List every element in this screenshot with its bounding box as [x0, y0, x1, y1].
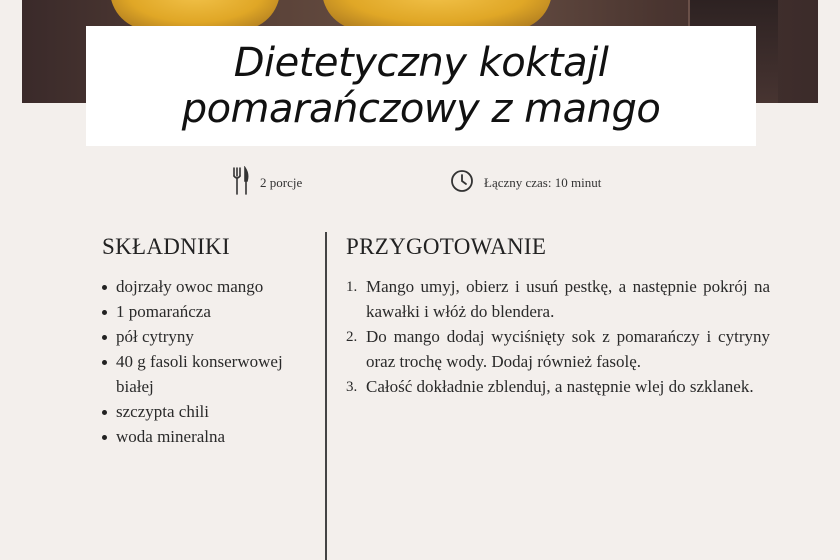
ingredients-section [102, 234, 322, 449]
ingredients-list [102, 274, 322, 449]
clock-icon [450, 169, 474, 198]
step-text: Całość dokładnie zblenduj, a następnie wlej do szklanek. [366, 377, 754, 396]
step-text: Mango umyj, obierz i usuń pestkę, a następnie pokrój na kawałki i włóż do blendera. [366, 277, 770, 321]
recipe-title-line-1: Dietetyczny koktajl [233, 40, 609, 86]
step-text: Do mango dodaj wyciśnięty sok z pomarańczy i cytryny oraz trochę wody. Dodaj również fasolę. [366, 327, 770, 371]
ingredient-item: pół cytryny [102, 324, 322, 349]
time-info [450, 168, 601, 198]
preparation-heading: PRZYGOTOWANIE [346, 234, 547, 259]
step-number: 1. [346, 279, 358, 295]
ingredients-heading: SKŁADNIKI [102, 234, 230, 259]
fork-knife-icon [232, 166, 250, 201]
preparation-step [346, 374, 770, 400]
servings-info [232, 168, 302, 198]
servings-text: 2 porcje [260, 175, 303, 190]
column-divider [325, 232, 327, 560]
ingredient-item: woda mineralna [102, 424, 322, 449]
preparation-step [346, 274, 770, 324]
preparation-step [346, 324, 770, 374]
title-card [86, 26, 756, 146]
ingredient-item: szczypta chili [102, 399, 322, 424]
ingredient-item: 40 g fasoli konserwowej białej [102, 349, 322, 399]
total-time-text: Łączny czas: 10 minut [484, 175, 602, 190]
step-number: 3. [346, 379, 358, 395]
preparation-section [346, 234, 770, 400]
recipe-title-line-2: pomarańczowy z mango [181, 86, 661, 132]
ingredient-item: dojrzały owoc mango [102, 274, 322, 299]
ingredient-item: 1 pomarańcza [102, 299, 322, 324]
step-number: 2. [346, 329, 358, 345]
preparation-steps [346, 274, 770, 400]
recipe-meta [0, 168, 840, 198]
